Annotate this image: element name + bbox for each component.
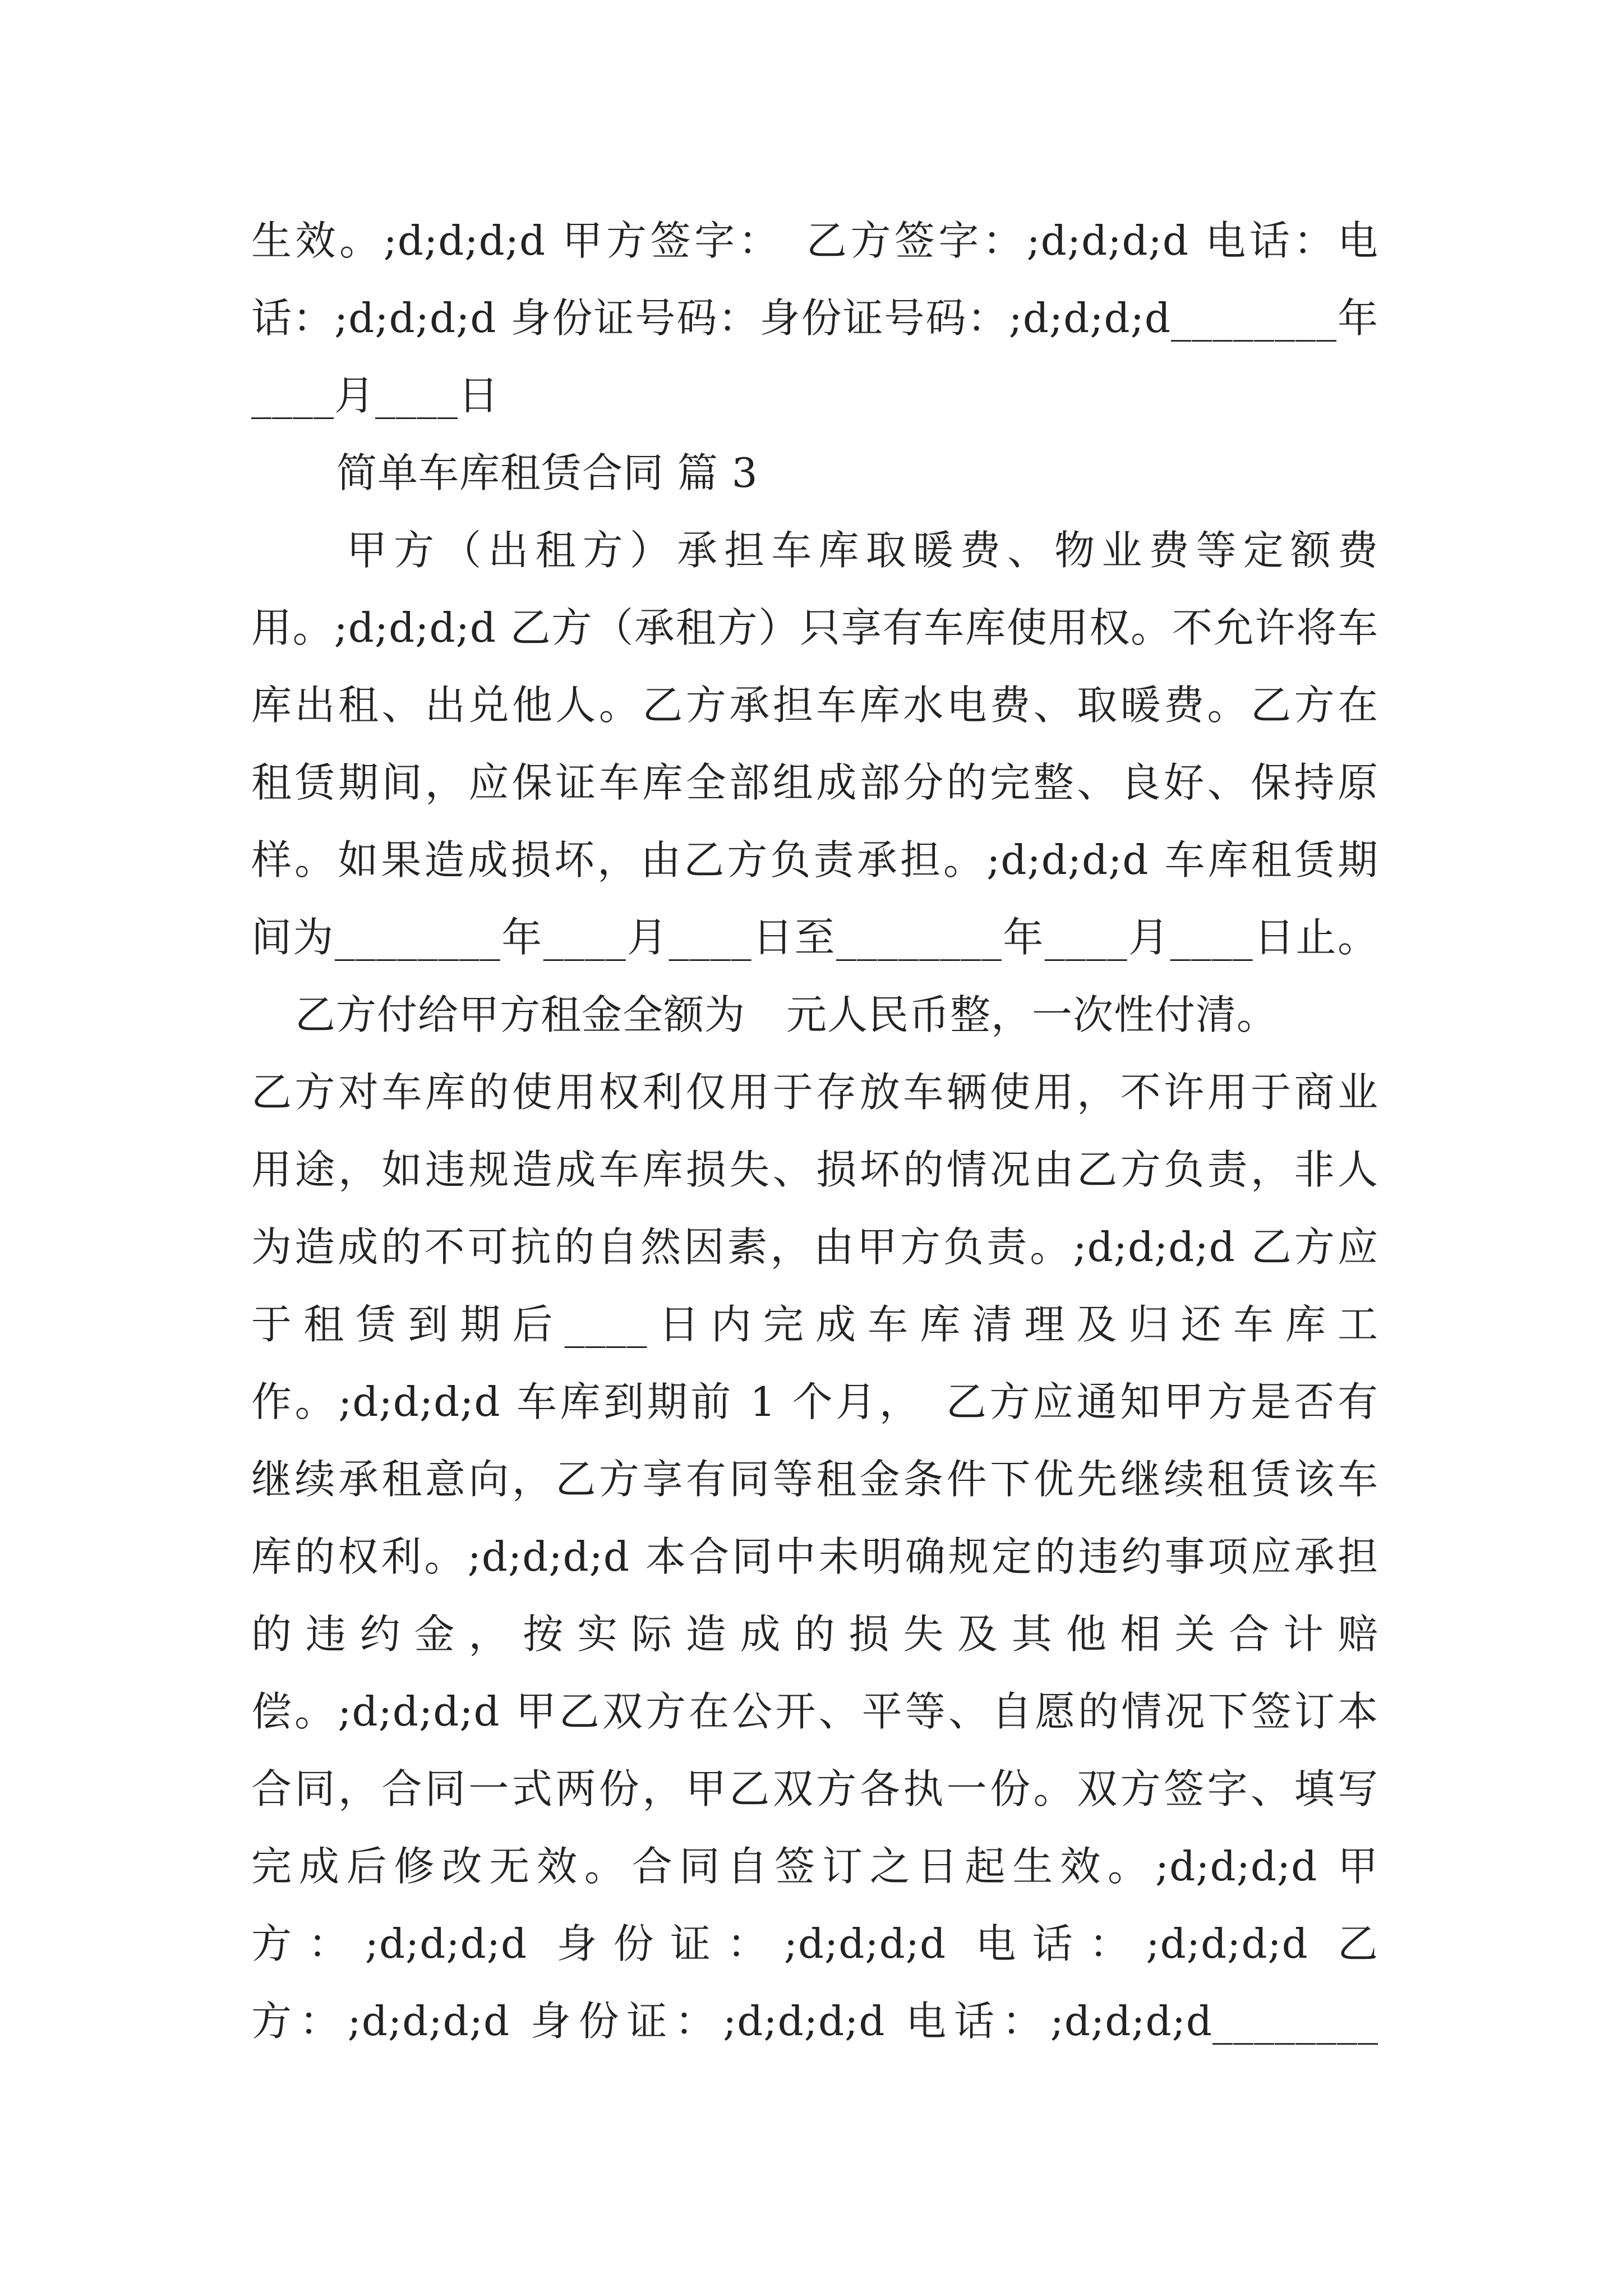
- text-line: 用途，如违规造成车库损失、损坏的情况由乙方负责，非人: [251, 1146, 1378, 1193]
- text-line: 偿。;d;d;d;d 甲乙双方在公开、平等、自愿的情况下签订本: [251, 1688, 1378, 1735]
- text-line: 租赁期间，应保证车库全部组成部分的完整、良好、保持原: [251, 759, 1378, 806]
- text-line: 的违约金，按实际造成的损失及其他相关合计赔: [251, 1611, 1378, 1658]
- text-line: 作。;d;d;d;d 车库到期前 1 个月， 乙方应通知甲方是否有: [251, 1378, 1378, 1425]
- text-line: 于租赁到期后____日内完成车库清理及归还车库工: [251, 1301, 1378, 1348]
- text-line: 甲方（出租方）承担车库取暖费、物业费等定额费: [347, 527, 1378, 574]
- text-line: 继续承租意向，乙方享有同等租金条件下优先继续租赁该车: [251, 1456, 1378, 1503]
- text-line: 用。;d;d;d;d 乙方（承租方）只享有车库使用权。不允许将车: [251, 604, 1378, 651]
- text-line: 合同，合同一式两份，甲乙双方各执一份。双方签字、填写: [251, 1765, 1378, 1812]
- text-line: 方：;d;d;d;d 身份证：;d;d;d;d 电话：;d;d;d;d 乙: [251, 1920, 1378, 1967]
- text-line: 乙方付给甲方租金全额为 元人民币整，一次性付清。: [295, 991, 1278, 1038]
- text-line: 为造成的不可抗的自然因素，由甲方负责。;d;d;d;d 乙方应: [251, 1223, 1378, 1271]
- text-line: ____月____日: [251, 372, 500, 419]
- text-line: 间为________年____月____日至________年____月____日止。: [251, 914, 1378, 961]
- section-heading: 简单车库租赁合同 篇 3: [336, 449, 758, 496]
- text-line: 库出租、出兑他人。乙方承担车库水电费、取暖费。乙方在: [251, 682, 1378, 729]
- text-line: 库的权利。;d;d;d;d 本合同中未明确规定的违约事项应承担: [251, 1533, 1378, 1580]
- text-line: 生效。;d;d;d;d 甲方签字： 乙方签字：;d;d;d;d 电话：电: [251, 217, 1378, 264]
- text-line: 乙方对车库的使用权利仅用于存放车辆使用，不许用于商业: [251, 1069, 1378, 1116]
- text-line: 话：;d;d;d;d 身份证号码：身份证号码：;d;d;d;d________年: [251, 295, 1378, 342]
- text-line: 方：;d;d;d;d 身份证：;d;d;d;d 电话：;d;d;d;d________: [251, 1998, 1378, 2045]
- text-line: 完成后修改无效。合同自签订之日起生效。;d;d;d;d 甲: [251, 1843, 1378, 1890]
- text-line: 样。如果造成损坏，由乙方负责承担。;d;d;d;d 车库租赁期: [251, 836, 1378, 884]
